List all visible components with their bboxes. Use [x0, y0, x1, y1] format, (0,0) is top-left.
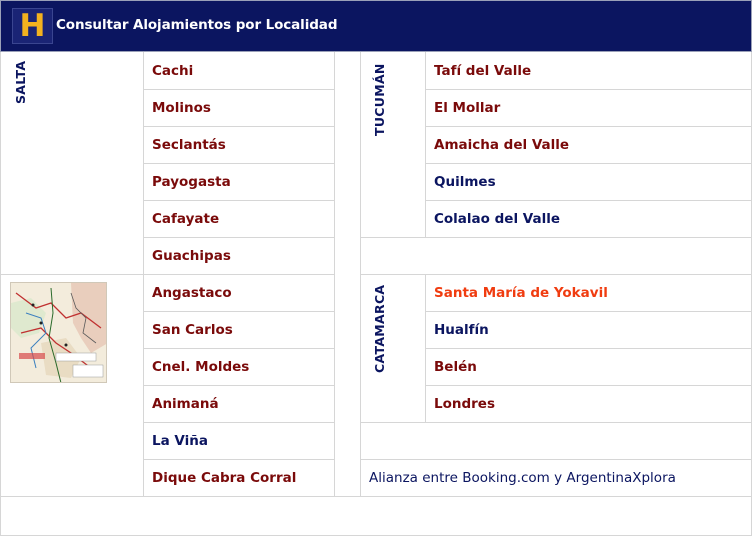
locality-link-san-carlos[interactable]: San Carlos — [152, 322, 233, 338]
header-bar — [0, 0, 752, 52]
divider — [143, 459, 334, 460]
divider — [0, 496, 752, 497]
divider — [425, 311, 752, 312]
divider — [425, 163, 752, 164]
divider — [360, 459, 752, 460]
locality-link-belen[interactable]: Belén — [434, 359, 477, 375]
locality-link-la-vina[interactable]: La Viña — [152, 433, 208, 449]
locality-link-cafayate[interactable]: Cafayate — [152, 211, 220, 227]
region-label-salta: SALTA — [13, 60, 28, 104]
divider — [425, 385, 752, 386]
page-title: Consultar Alojamientos por Localidad — [56, 17, 338, 33]
locality-link-el-mollar[interactable]: El Mollar — [434, 100, 501, 116]
locality-link-animana[interactable]: Animaná — [152, 396, 219, 412]
locality-link-cachi[interactable]: Cachi — [152, 63, 194, 79]
divider — [425, 52, 426, 237]
locality-link-amaicha-del-valle[interactable]: Amaicha del Valle — [434, 137, 570, 153]
divider — [360, 274, 752, 275]
divider — [360, 422, 752, 423]
locality-link-payogasta[interactable]: Payogasta — [152, 174, 231, 190]
region-label-tucuman: TUCUMÁN — [372, 63, 387, 136]
divider — [425, 126, 752, 127]
divider — [143, 200, 334, 201]
divider — [143, 126, 334, 127]
locality-link-molinos[interactable]: Molinos — [152, 100, 211, 116]
locality-link-quilmes[interactable]: Quilmes — [434, 174, 496, 190]
divider — [425, 200, 752, 201]
locality-link-londres[interactable]: Londres — [434, 396, 496, 412]
locality-link-seclantas[interactable]: Seclantás — [152, 137, 226, 153]
divider — [143, 385, 334, 386]
region-map-image[interactable] — [10, 282, 107, 383]
divider — [143, 89, 334, 90]
locality-link-tafi-del-valle[interactable]: Tafí del Valle — [434, 63, 532, 79]
divider — [143, 237, 334, 238]
locality-link-angastaco[interactable]: Angastaco — [152, 285, 232, 301]
divider — [143, 311, 334, 312]
locality-link-dique-cabra-corral[interactable]: Dique Cabra Corral — [152, 470, 297, 486]
partnership-text: Alianza entre Booking.com y ArgentinaXplora — [369, 470, 676, 486]
locality-link-hualfin[interactable]: Hualfín — [434, 322, 489, 338]
divider — [0, 274, 334, 275]
locality-link-colalao-del-valle[interactable]: Colalao del Valle — [434, 211, 561, 227]
divider — [143, 348, 334, 349]
divider — [360, 237, 752, 238]
divider — [334, 52, 335, 497]
divider — [143, 422, 334, 423]
locality-link-santa-maria-de-yokavil[interactable]: Santa María de Yokavil — [434, 285, 608, 301]
divider — [425, 348, 752, 349]
divider — [143, 163, 334, 164]
divider — [425, 89, 752, 90]
locality-link-cnel-moldes[interactable]: Cnel. Moldes — [152, 359, 250, 375]
locality-link-guachipas[interactable]: Guachipas — [152, 248, 231, 264]
region-label-catamarca: CATAMARCA — [372, 284, 387, 373]
hotel-logo-icon: H — [12, 8, 53, 44]
